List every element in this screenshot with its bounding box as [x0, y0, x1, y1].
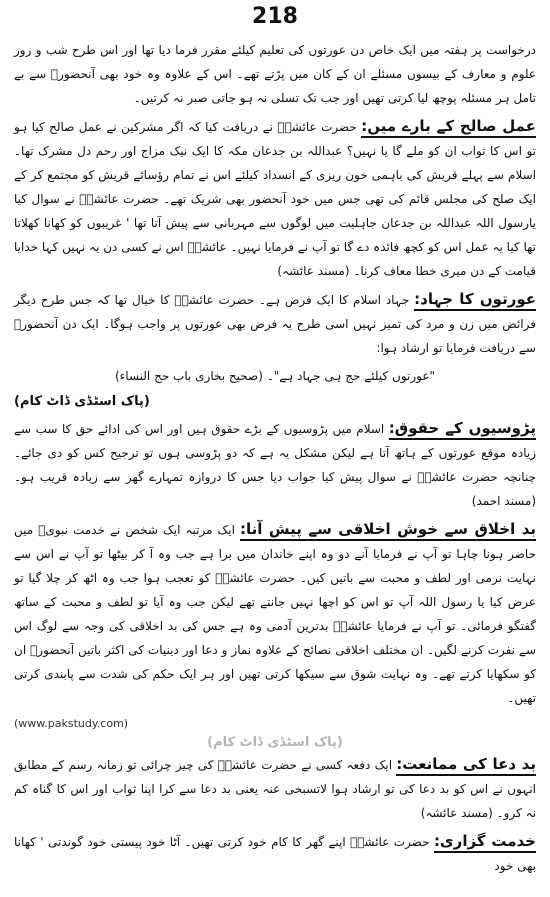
section-curse-prohibition: [14, 752, 536, 825]
body-women-jihad: جہاد اسلام کا ایک فرض ہے۔ حضرت عائشہؓ کا خیال تھا کہ جس طرح دیگر فرائض میں زن و مرد کی تمیز نہیں اسی طرح یہ فرض بھی عورتوں پر واجب ہوگا۔ ایک دن آنحضورؐ سے دریافت فرمایا تو ارشاد ہوا:: [14, 293, 536, 355]
intro-paragraph: [14, 38, 536, 110]
section-neighbours: [14, 416, 536, 513]
section-good-deeds: [14, 114, 536, 283]
heading-housework: خدمت گزاری:: [434, 832, 536, 853]
body-good-deeds: حضرت عائشہؓ نے دریافت کیا کہ اگر مشرکین نے عمل صالح کیا ہو تو اس کا ثواب ان کو ملے گا یا نہیں؟ عبداللہ بن جدعان مکہ کا ایک نیک مزاج اور رحم دل مشرک تھا۔ اسلام سے پہلے قریش کی باہمی خون ریزی کے انسداد کیلئے اس نے تمام رؤسائے قریش کو مجتمع کر کے ایک صلح کی مجلس قائم کی تھی جس میں خود آنحضور بھی شریک تھے۔ حضرت عائشہؓ نے سوال کیا یارسول اللہ عبداللہ بن جدعان جاہلیت میں لوگوں سے مہربانی سے پیش آتا تھا ' غریبوں کو کھانا کھلاتا تھا کیا یہ عمل اس کو کچھ فائدہ دے گا تو آپ نے فرمایا نہیں۔ عائشہؓ اس نے کسی دن یہ نہیں کہا خدایا قیامت کے دن میری خطا معاف کرنا۔ (مسند عائشہ): [14, 120, 536, 278]
heading-women-jihad: عورتوں کا جہاد:: [414, 290, 536, 311]
page-text: [14, 38, 536, 882]
section-housework: [14, 829, 536, 878]
body-curse-prohibition: ایک دفعہ کسی نے حضرت عائشہؓ کی چیز چرائی تو زمانہ رسم کے مطابق انہوں نے اس کو بد دعا کی تو ارشاد ہوا لاتسبخی عنہ یعنی بد دعا سے کرا اپنا ثواب اور اس کا گناہ کم نہ کرو۔ (مسند عائشہ): [14, 758, 536, 820]
intro-body: درخواست پر ہفتہ میں ایک خاص دن عورتوں کی تعلیم کیلئے مقرر فرما دیا تھا اور اس طرح شب و روز علوم و معارف کے بیسوں مسئلے ان کے کان میں پڑتے تھے۔ اس کے علاوہ وہ خود بھی آنحضورؐ سے بے تامل ہر مسئلہ پوچھ لیا کرتی تھیں اور جب تک تسلی نہ ہو جاتی صبر نہ کرتیں۔: [14, 43, 536, 105]
body-neighbours: اسلام میں پڑوسیوں کے بڑے حقوق ہیں اور اس کی ادائے حق کا سب سے زیادہ موقع عورتوں کے ہاتھ آتا ہے لیکن مشکل یہ ہے کہ دو پڑوسی ہوں تو ترجیح کس کو دی جائے۔ چنانچہ حضرت عائشہؓ نے سوال پیش کیا جواب دیا جس کا دروازہ تمہارے گھر سے زیادہ قریب ہو۔ (مسند احمد): [14, 422, 536, 508]
site-stamp: (پاک اسٹڈی ڈاٹ کام): [14, 394, 150, 409]
hadith-quote: "عورتوں کیلئے حج ہی جہاد ہے"۔ (صحیح بخاری باب حج النساء): [114, 369, 436, 383]
heading-good-manners: بد اخلاق سے خوش اخلاقی سے پیش آنا:: [240, 520, 536, 541]
heading-good-deeds: عمل صالح کے بارے میں:: [361, 117, 536, 138]
section-women-jihad: [14, 287, 536, 360]
body-good-manners: ایک مرتبہ ایک شخص نے خدمت نبویؐ میں حاضر ہونا چاہا تو آپ نے فرمایا آنے دو وہ اپنے خاندان میں برا ہے جب وہ آ کر بیٹھا تو آپ نے اس سے نہایت نرمی اور لطف و محبت سے باتیں کیں۔ حضرت عائشہؓ کو تعجب ہوا جب وہ اٹھ کر چلا گیا تو عرض کیا یا رسول اللہ آپ تو اس کو اچھا نہیں جانتے تھے لیکن جب وہ آیا تو لطف و محبت کے ساتھ گفتگو فرمائی۔ تو آپ نے فرمایا عائشہؓ بدترین آدمی وہ ہے جس کی بد اخلاقی کی وجہ سے لوگ اس سے نفرت کرنے لگیں۔ ان مختلف اخلاقی نصائح کے علاوہ نماز و دعا اور دینیات کی اکثر باتیں آنحضورؐ ان کو سکھایا کرتے تھے۔ وہ نہایت شوق سے سیکھا کرتی تھیں اور ہر ایک حکم کی شدت سے پابندی کرتی تھیں۔: [14, 523, 536, 705]
body-housework: حضرت عائشہؓ اپنے گھر کا کام خود کرتی تھیں۔ آٹا خود پیستی خود گوندتی ' کھانا بھی خود: [14, 835, 536, 873]
faded-site-stamp: (پاک اسٹڈی ڈاٹ کام): [207, 735, 343, 750]
page-number: 218: [252, 4, 298, 29]
heading-neighbours: پڑوسیوں کے حقوق:: [389, 419, 536, 440]
section-good-manners: [14, 517, 536, 710]
heading-curse-prohibition: بد دعا کی ممانعت:: [396, 755, 536, 776]
website-watermark: (www.pakstudy.com): [14, 717, 129, 730]
